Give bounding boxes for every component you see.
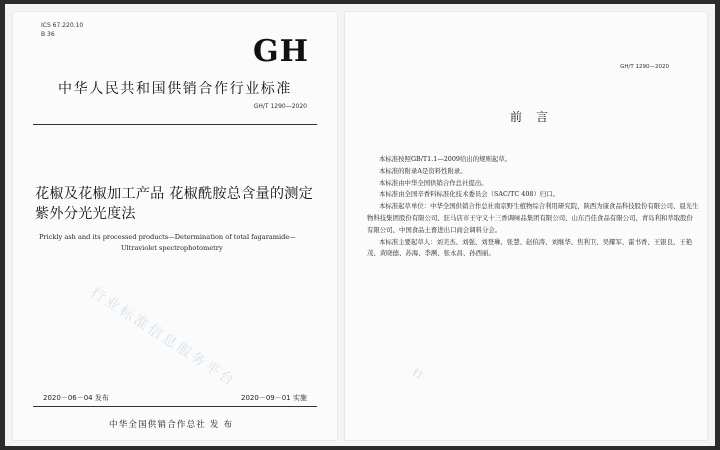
publisher: 中华全国供销合作总社 发 布 [109, 420, 234, 430]
foreword-paragraph: 本标准由中华全国供销合作总社提出。 [379, 178, 488, 187]
watermark-fragment: 行 [410, 367, 427, 384]
foreword-page [345, 12, 707, 440]
header-standard-number: GH/T 1290—2020 [620, 64, 669, 70]
standard-number: GH/T 1290—2020 [253, 103, 307, 110]
document-title-en [39, 232, 333, 254]
implement-date: 2020－09－01 实施 [241, 394, 307, 402]
standard-type-heading: 中华人民共和国供销合作行业标准 [58, 81, 292, 97]
cover-page [13, 12, 337, 440]
title-en-line-1: Prickly ash and its processed products—Determination of total fagaramide— [39, 233, 296, 241]
gh-logo: GH [253, 34, 309, 69]
foreword-paragraph: 本标准起草单位：中华全国供销合作总社南京野生植物综合利用研究院、陕西为康食品科技股份有限公司、晨光生物科技集团股份有限公司、驻马店市王守义十三香调味品集团有限公司、山东百佳食品有限公司、青岛利和萃取股份有限公司、中国食品土畜进出口商会调料分会。 [367, 202, 699, 234]
cover-divider-top [33, 124, 317, 125]
watermark-text: 行业标准信息服务平台 [87, 284, 239, 391]
foreword-body [367, 154, 699, 260]
ccs-code: B 36 [41, 31, 55, 38]
document-spread [5, 4, 715, 446]
foreword-paragraph: 本标准的附录A是资料性附录。 [379, 166, 467, 175]
document-title-cn: 花椒及花椒加工产品 花椒酰胺总含量的测定 紫外分光光度法 [35, 186, 314, 222]
issue-date: 2020－06－04 发布 [43, 394, 109, 402]
foreword-title: 前言 [510, 110, 563, 124]
ics-code: ICS 67.220.10 [41, 22, 84, 29]
foreword-paragraph: 本标准按照GB/T1.1—2009给出的规则起草。 [379, 155, 512, 163]
title-en-line-2: Ultraviolet spectrophotometry [121, 244, 223, 252]
foreword-paragraph: 本标准由全国辛香料标准化技术委员会（SAC/TC 408）归口。 [379, 190, 560, 199]
foreword-paragraph: 本标准主要起草人：刘美杰、刘强、刘登琳、张慧、赵伯涛、刘继华、焦利卫、吴耀军、霍书香、王银良、王艳茂、黄晓德、苏海、李濒、张永昌、孙西丽。 [367, 237, 693, 258]
cover-divider-bottom [33, 406, 317, 407]
